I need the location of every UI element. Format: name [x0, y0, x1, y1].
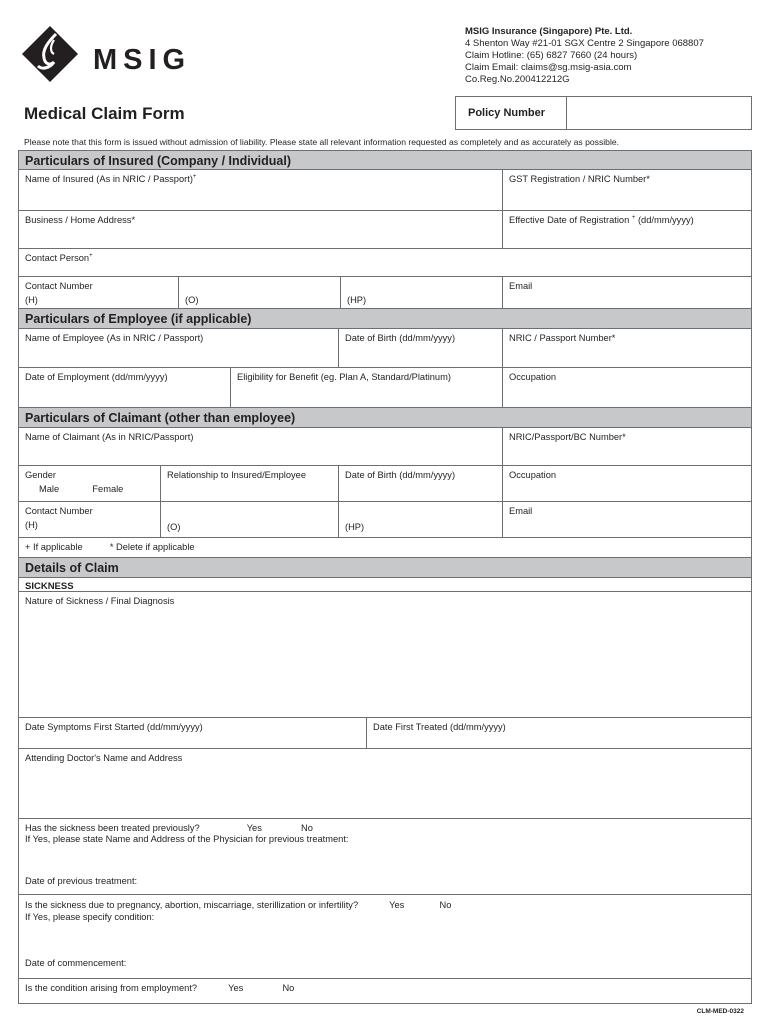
doctor-field[interactable]: [19, 749, 751, 818]
company-reg: Co.Reg.No.200412212G: [465, 74, 570, 85]
brand-name: MSIG: [93, 44, 192, 76]
company-info: [465, 26, 704, 86]
pregnancy-yes[interactable]: Yes: [389, 900, 405, 910]
company-name: MSIG Insurance (Singapore) Pte. Ltd.: [465, 26, 633, 37]
gender-field: [19, 466, 161, 501]
insured-phone-mobile[interactable]: [341, 277, 503, 308]
employee-nric-label: NRIC / Passport Number*: [509, 333, 616, 343]
pregnancy-no[interactable]: No: [439, 900, 452, 910]
mobile-label: (HP): [347, 295, 367, 305]
home-label: (H): [25, 520, 38, 530]
email-label: Email: [509, 281, 533, 291]
insured-section-heading: Particulars of Insured (Company / Individual): [19, 150, 751, 170]
employee-occupation-field[interactable]: [503, 368, 751, 407]
treated-prev-question: Has the sickness been treated previously?: [25, 823, 200, 833]
eff-date-label: Effective Date of Registration: [509, 215, 630, 226]
employee-dob-field[interactable]: [339, 329, 503, 367]
mobile-label: (HP): [345, 522, 365, 532]
gst-field[interactable]: [503, 170, 751, 210]
employee-occupation-label: Occupation: [509, 372, 557, 382]
treated-prev-detail: If Yes, please state Name and Address of the Physician for previous treatment:: [25, 834, 349, 844]
gender-male-option[interactable]: Male: [39, 484, 60, 494]
footnotes: [19, 538, 751, 557]
policy-number-field[interactable]: [567, 97, 751, 129]
pregnancy-question: Is the sickness due to pregnancy, abortion, miscarriage, sterillization or infertility?: [25, 900, 359, 910]
contact-person-field[interactable]: [19, 249, 751, 276]
employee-nric-field[interactable]: [503, 329, 751, 367]
treated-prev-yes[interactable]: Yes: [246, 823, 262, 833]
office-label: (O): [185, 295, 199, 305]
claimant-dob-label: Date of Birth (dd/mm/yyyy): [345, 470, 456, 480]
claim-section-heading: Details of Claim: [19, 558, 751, 578]
pregnancy-field: [19, 895, 751, 978]
policy-number-box: [455, 96, 752, 130]
claimant-occupation-field[interactable]: [503, 466, 751, 501]
claimant-email-field[interactable]: [503, 502, 751, 537]
eff-date-format: (dd/mm/yyyy): [637, 215, 694, 226]
gender-female-option[interactable]: Female: [92, 484, 124, 494]
company-email: Claim Email: claims@sg.msig-asia.com: [465, 62, 632, 73]
employee-section-heading: Particulars of Employee (if applicable): [19, 309, 751, 329]
address-field[interactable]: [19, 211, 503, 248]
sickness-subheading: SICKNESS: [19, 578, 751, 592]
company-hotline: Claim Hotline: (65) 6827 7660 (24 hours): [465, 50, 638, 61]
policy-number-label: Policy Number: [456, 97, 567, 129]
plus-mark: +: [89, 253, 93, 259]
address-label: Business / Home Address*: [25, 215, 136, 225]
contact-number-label: Contact Number: [25, 281, 93, 291]
prev-treatment-date-label: Date of previous treatment:: [25, 876, 138, 886]
employment-condition-field: [19, 979, 751, 1003]
doctor-label: Attending Doctor's Name and Address: [25, 753, 183, 763]
home-label: (H): [25, 295, 38, 305]
plus-mark: +: [631, 215, 636, 221]
claimant-nric-label: NRIC/Passport/BC Number*: [509, 432, 626, 442]
employment-date-label: Date of Employment (dd/mm/yyyy): [25, 372, 168, 382]
gender-label: Gender: [25, 470, 57, 480]
relationship-field[interactable]: [161, 466, 339, 501]
if-applicable-note: + If applicable: [25, 542, 83, 552]
employment-no[interactable]: No: [282, 983, 295, 993]
eligibility-field[interactable]: [231, 368, 503, 407]
delete-if-note: * Delete if applicable: [109, 542, 195, 552]
employment-date-field[interactable]: [19, 368, 231, 407]
first-treated-label: Date First Treated (dd/mm/yyyy): [373, 722, 506, 732]
claimant-name-field[interactable]: [19, 428, 503, 465]
commencement-date-label: Date of commencement:: [25, 958, 127, 968]
claimant-section-heading: Particulars of Claimant (other than employee): [19, 408, 751, 428]
form-title: Medical Claim Form: [24, 104, 185, 123]
insured-name-label: Name of Insured (As in NRIC / Passport): [25, 174, 193, 185]
employment-question: Is the condition arising from employment?: [25, 983, 198, 993]
nature-label: Nature of Sickness / Final Diagnosis: [25, 596, 175, 606]
nature-of-sickness-field[interactable]: [19, 592, 751, 717]
employee-dob-label: Date of Birth (dd/mm/yyyy): [345, 333, 456, 343]
symptoms-date-field[interactable]: [19, 718, 367, 748]
office-label: (O): [167, 522, 181, 532]
form-code: CLM-MED-0322: [696, 1008, 744, 1015]
claimant-contact-label: Contact Number: [25, 506, 93, 516]
gst-label: GST Registration / NRIC Number*: [509, 174, 650, 184]
claimant-nric-field[interactable]: [503, 428, 751, 465]
insured-phone-home[interactable]: [19, 277, 179, 308]
claimant-phone-office[interactable]: [161, 502, 339, 537]
relationship-label: Relationship to Insured/Employee: [167, 470, 307, 480]
employee-name-label: Name of Employee (As in NRIC / Passport): [25, 333, 204, 343]
employee-name-field[interactable]: [19, 329, 339, 367]
claimant-phone-mobile[interactable]: [339, 502, 503, 537]
liability-notice: Please note that this form is issued without admission of liability. Please state all relevant information requested as completely and as accurately as possible.: [24, 137, 620, 147]
claim-form: [18, 150, 752, 1004]
eligibility-label: Eligibility for Benefit (eg. Plan A, Standard/Platinum): [237, 372, 451, 382]
claimant-email-label: Email: [509, 506, 533, 516]
msig-logo-mark: [20, 24, 80, 84]
eff-date-field[interactable]: [503, 211, 751, 248]
pregnancy-detail: If Yes, please specify condition:: [25, 912, 155, 922]
claimant-dob-field[interactable]: [339, 466, 503, 501]
employment-yes[interactable]: Yes: [228, 983, 244, 993]
first-treated-field[interactable]: [367, 718, 751, 748]
treated-prev-no[interactable]: No: [301, 823, 313, 833]
claimant-name-label: Name of Claimant (As in NRIC/Passport): [25, 432, 194, 442]
claimant-occupation-label: Occupation: [509, 470, 557, 480]
claimant-phone-home[interactable]: [19, 502, 161, 537]
contact-person-label: Contact Person: [25, 253, 90, 264]
company-address: 4 Shenton Way #21-01 SGX Centre 2 Singapore 068807: [465, 38, 704, 49]
insured-email-field[interactable]: [503, 277, 751, 308]
plus-mark: +: [192, 174, 197, 180]
treated-previously-field: [19, 819, 751, 894]
insured-name-field[interactable]: [19, 170, 503, 210]
symptoms-date-label: Date Symptoms First Started (dd/mm/yyyy): [25, 722, 203, 732]
insured-phone-office[interactable]: [179, 277, 341, 308]
